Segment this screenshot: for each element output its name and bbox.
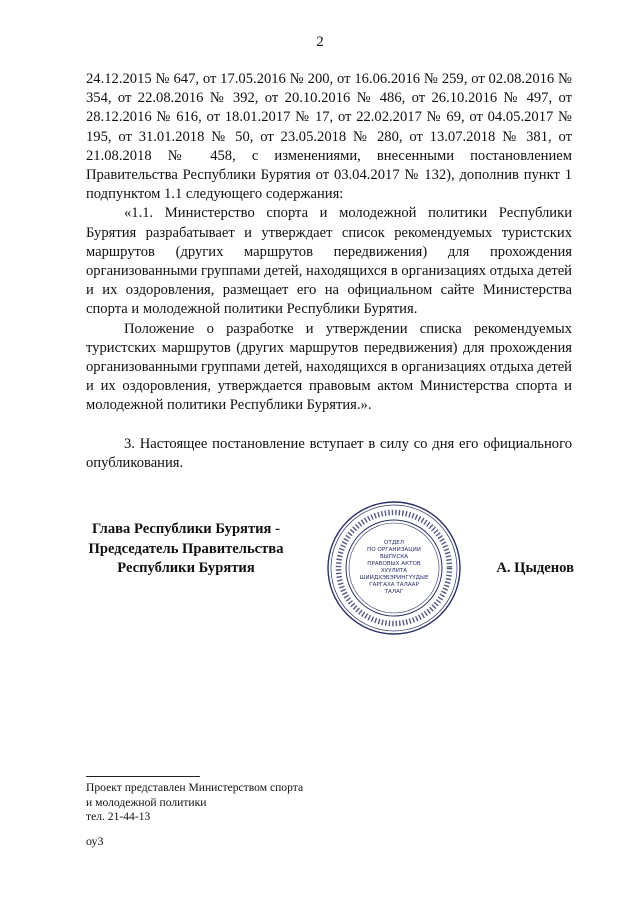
seal-text-line: ГАРГАХА ТАЛААР [369, 582, 419, 588]
paragraph-regulation: Положение о разработке и утверждении списка рекомендуемых туристских маршрутов (других маршрутов передвижения) для прохождения организованными группами детей, находящихся в организациях отдыха детей и их оздоровления, утверждается правовым актом Министерства спорта и молодежной политики Республики Бурятия.». [86, 320, 572, 414]
footnote-line-1: Проект представлен Министерством спорта [86, 781, 304, 794]
signatory-name: А. Цыденов [496, 560, 574, 576]
signatory-title-line-3: Республики Бурятия [117, 560, 255, 576]
signatory-title [86, 520, 286, 579]
footnote [86, 781, 303, 825]
footnote-divider [86, 776, 200, 777]
signatory-title-line-2: Председатель Правительства [88, 540, 284, 557]
footnote-line-2: и молодежной политики [86, 795, 207, 809]
page-number: 2 [316, 34, 324, 50]
paragraph-amendments-list: 24.12.2015 № 647, от 17.05.2016 № 200, от 16.06.2016 № 259, от 02.08.2016 № 354, от 22.08.2016 № 392, от 20.10.2016 № 486, от 26.10.2016 № 497, от 28.12.2016 № 616, от 18.01.2017 № 17, от 22.02.2017 № 69, от 04.05.2017 № 195, от 31.01.2018 № 50, от 23.05.2018 № 280, от 13.07.2018 № 381, от 21.08.2018 № 458, с изменениями, внесенными постановлением Правительства Республики Бурятия от 03.04.2017 № 132), дополнив пункт 1 подпунктом 1.1 следующего содержания: [86, 71, 572, 203]
seal-text-line: ТАЛАГ [384, 589, 404, 595]
paragraph-effective-date: 3. Настоящее постановление вступает в силу со дня его официального опубликования. [86, 435, 572, 471]
official-seal-stamp [326, 500, 462, 636]
seal-text-line: ПРАВОВЫХ АКТОВ [367, 561, 421, 567]
signatory-title-line-1: Глава Республики Бурятия - [92, 521, 280, 537]
seal-text-line: ОТДЕЛ [384, 540, 404, 546]
paragraph-subpoint-1-1: «1.1. Министерство спорта и молодежной политики Республики Бурятия разрабатывает и утверждает список рекомендуемых туристских маршрутов (других маршрутов передвижения) для прохождения организованными группами детей, находящихся в организациях отдыха детей и их оздоровления, размещает его на официальном сайте Министерства спорта и молодежной политики Республики Бурятия. [86, 205, 572, 318]
seal-text-line: ШИИДХЭБЭРИНГҮҮДЫЕ [359, 575, 429, 581]
footnote-line-3: тел. 21-44-13 [86, 810, 151, 824]
document-mark: оу3 [86, 834, 104, 848]
seal-text-line: ХУУЛИТА [380, 568, 408, 574]
document-body [86, 70, 572, 473]
seal-text-line: ВЫПУСКА [379, 554, 409, 560]
seal-text-line: ПО ОРГАНИЗАЦИИ [367, 547, 421, 553]
